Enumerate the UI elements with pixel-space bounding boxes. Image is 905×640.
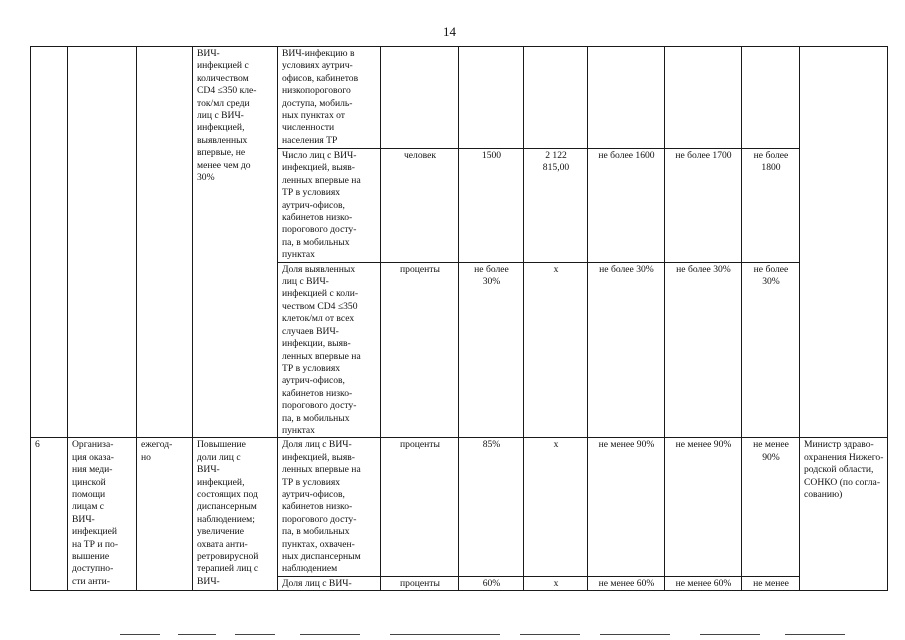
program-table: [30, 46, 888, 591]
value-5-text: не более 30%: [753, 263, 789, 288]
cell-value-3: [588, 438, 665, 576]
scan-rule-segment: [520, 634, 580, 635]
cell-value-5: [742, 438, 800, 576]
cell-value-2: [524, 149, 588, 263]
value-3-text: не более 30%: [599, 263, 654, 275]
cell-event: [68, 438, 137, 591]
unit-text: человек: [403, 150, 437, 161]
cell-value-2: [524, 262, 588, 438]
cell-base-value: [459, 576, 524, 590]
cell-responsible: [800, 47, 888, 438]
scan-rule-segment: [120, 634, 160, 635]
cell-value-3: [588, 576, 665, 590]
table-row: [31, 47, 888, 149]
indicator-text: ВИЧ-инфекцию в условиях аутрич- офисов, кабинетов низкопорогового доступа, мобиль- ных пунктах от численности населения ТР: [282, 48, 359, 146]
cell-responsible: [800, 438, 888, 591]
base-value-text: 60%: [482, 577, 501, 589]
period-text: ежегод- но: [141, 439, 173, 463]
cell-period: [137, 47, 193, 438]
cell-base-value: [459, 438, 524, 576]
cell-value-3: [588, 262, 665, 438]
cell-value-4: [665, 47, 742, 149]
cell-unit: [381, 47, 459, 149]
cell-value-4: [665, 149, 742, 263]
cell-event: [68, 47, 137, 438]
expected-result-text: Повышение доли лиц с ВИЧ- инфекцией, состоящих под диспансерным наблюдением; увеличение охвата анти- ретровирусной терапией лиц с ВИЧ-: [197, 439, 259, 587]
cell-indicator: [278, 262, 381, 438]
expected-result-text: ВИЧ- инфекцией с количеством CD4 ≤350 кле- ток/мл среди лиц с ВИЧ- инфекцией, выявленных впервые, не менее чем до 30%: [197, 48, 257, 184]
cell-indicator: [278, 149, 381, 263]
scan-rule-segment: [235, 634, 275, 635]
scan-rule-segment: [785, 634, 845, 635]
base-value-text: 1500: [481, 150, 502, 161]
value-3-text: не менее 60%: [598, 577, 655, 589]
cell-value-2: [524, 438, 588, 576]
cell-expected-result: [193, 438, 278, 591]
event-text: Организа- ция оказа- ния меди- цинской помощи лицам с ВИЧ- инфекцией на ТР и по- вышение доступно- сти анти-: [72, 439, 119, 587]
value-2-text: х: [553, 577, 559, 589]
value-2-text: 2 122 815,00: [542, 150, 570, 174]
cell-unit: [381, 149, 459, 263]
scan-rule-segment: [390, 634, 500, 635]
value-5-text: не более 1800: [753, 150, 789, 174]
indicator-text: Доля выявленных лиц с ВИЧ- инфекцией с коли- чеством CD4 ≤350 клеток/мл от всех случаев ВИЧ- инфекции, выяв- ленных впервые на ТР в условиях аутрич-офисов, кабинетов низко- порогового досту- па, в мобильных пунктах: [282, 263, 361, 436]
cell-expected-result: [193, 47, 278, 438]
cell-indicator: [278, 576, 381, 590]
cell-value-5: [742, 47, 800, 149]
value-2-text: х: [553, 439, 559, 451]
value-4-text: не менее 60%: [675, 577, 732, 589]
indicator-text: Доля лиц с ВИЧ-: [282, 577, 352, 589]
cell-value-4: [665, 262, 742, 438]
cell-value-5: [742, 576, 800, 590]
base-value-text: 85%: [482, 439, 501, 451]
cell-base-value: [459, 149, 524, 263]
unit-text: проценты: [400, 439, 440, 451]
cell-base-value: [459, 47, 524, 149]
cell-value-5: [742, 262, 800, 438]
scan-rule-segment: [300, 634, 360, 635]
value-3-text: не более 1600: [598, 150, 655, 161]
scan-rule-segment: [600, 634, 670, 635]
page-number: 14: [443, 24, 456, 39]
cell-value-3: [588, 47, 665, 149]
cell-base-value: [459, 262, 524, 438]
cell-value-4: [665, 438, 742, 576]
cell-indicator: [278, 47, 381, 149]
value-2-text: х: [553, 263, 559, 275]
value-4-text: не менее 90%: [675, 439, 732, 451]
indicator-text: Число лиц с ВИЧ- инфекцией, выяв- ленных впервые на ТР в условиях аутрич-офисов, кабинетов низко- порогового досту- па, в мобильных пунктах: [282, 150, 361, 261]
item-number: 6: [35, 439, 40, 451]
unit-text: проценты: [400, 577, 440, 589]
cell-indicator: [278, 438, 381, 576]
cell-unit: [381, 438, 459, 576]
value-4-text: не более 1700: [675, 150, 732, 161]
cell-period: [137, 438, 193, 591]
value-5-text: не менее 90%: [753, 439, 789, 463]
cell-unit: [381, 576, 459, 590]
cell-value-3: [588, 149, 665, 263]
value-5-text: не менее: [753, 577, 789, 589]
cell-number: [31, 47, 68, 438]
cell-value-2: [524, 576, 588, 590]
scan-rule-segment: [178, 634, 216, 635]
responsible-text: Министр здраво- охранения Нижего- родской области, СОНКО (по согла- сованию): [804, 439, 884, 500]
value-3-text: не менее 90%: [598, 439, 655, 451]
base-value-text: не более 30%: [474, 263, 509, 288]
table-row: [31, 438, 888, 576]
cell-number: [31, 438, 68, 591]
value-4-text: не более 30%: [676, 263, 731, 275]
scan-rule-segment: [700, 634, 760, 635]
indicator-text: Доля лиц с ВИЧ- инфекцией, выяв- ленных впервые на ТР в условиях аутрич-офисов, кабинетов низко- порогового досту- па, в мобильных пунктах, охвачен- ных диспансерным наблюдением: [282, 439, 361, 575]
cell-value-5: [742, 149, 800, 263]
unit-text: проценты: [400, 263, 440, 275]
cell-value-4: [665, 576, 742, 590]
cell-value-2: [524, 47, 588, 149]
cell-unit: [381, 262, 459, 438]
